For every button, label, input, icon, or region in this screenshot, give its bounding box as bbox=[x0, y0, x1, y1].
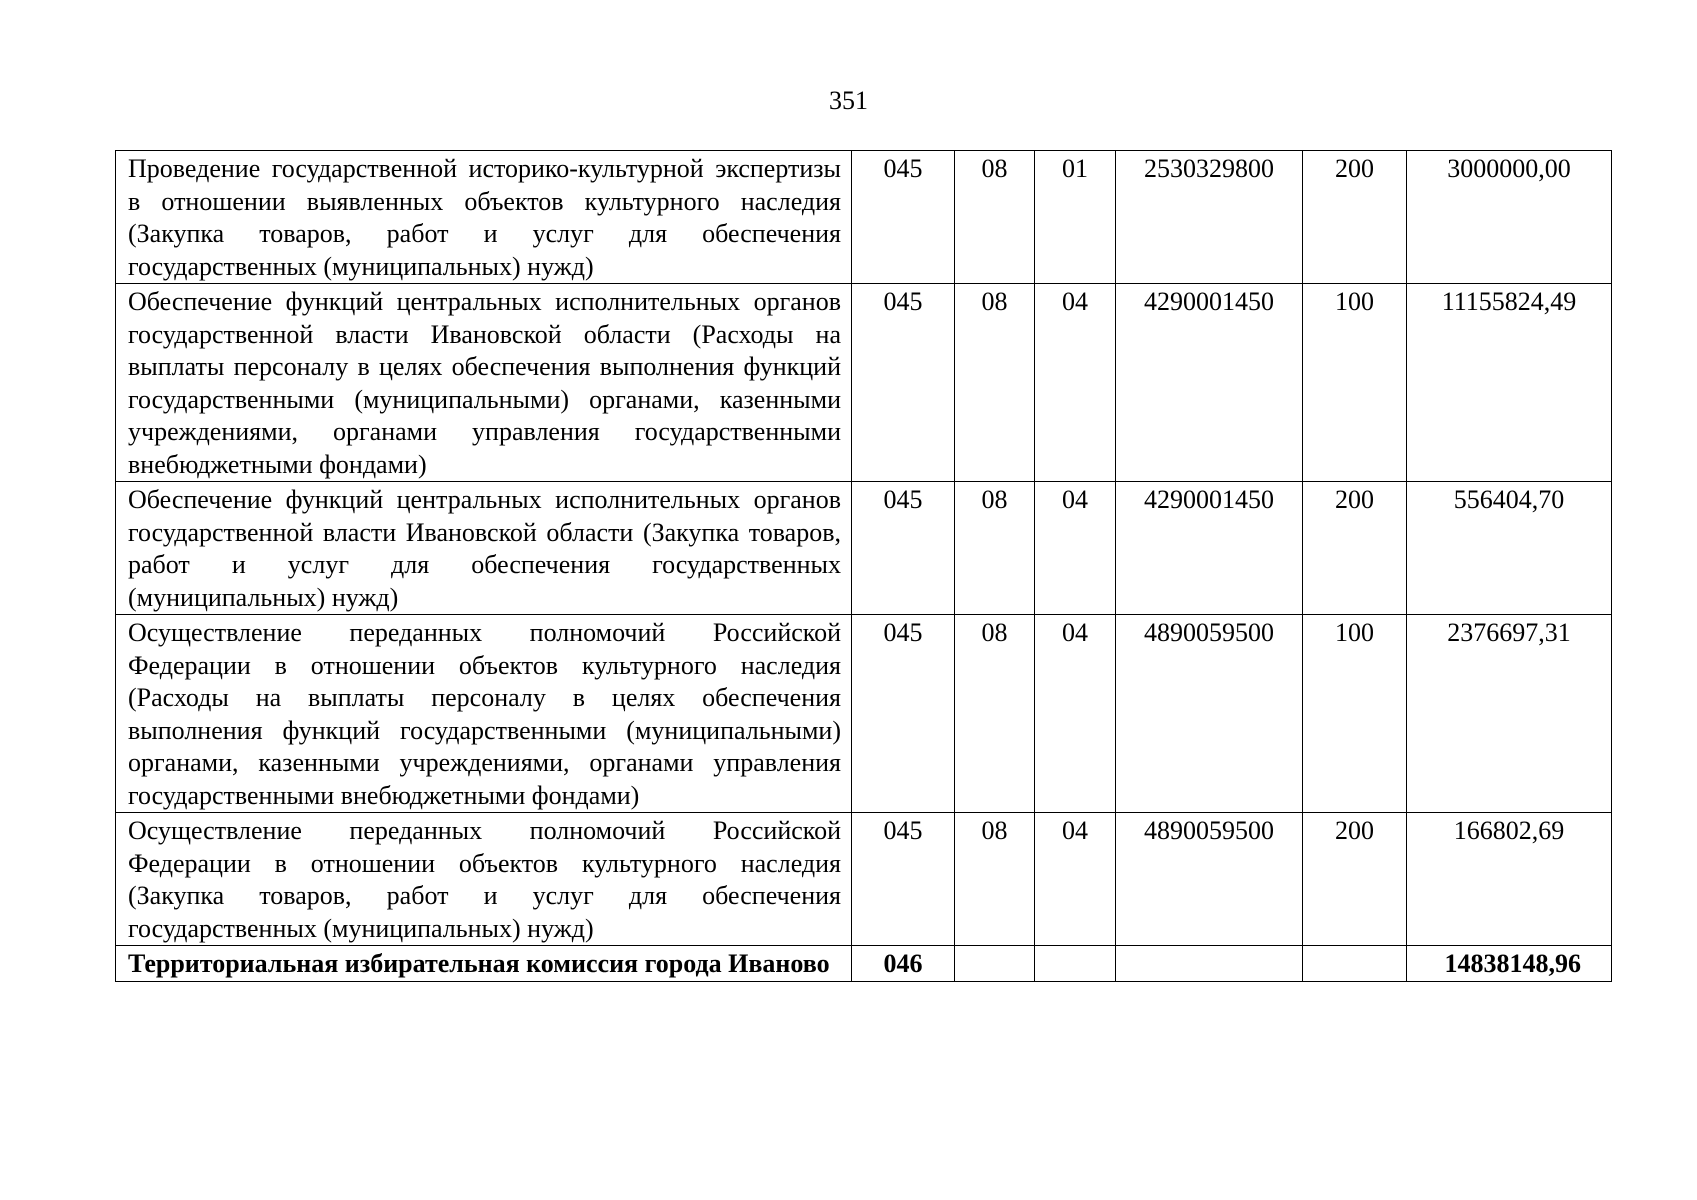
total-section-code bbox=[955, 946, 1035, 982]
ministry-code: 045 bbox=[852, 482, 955, 615]
ministry-code: 045 bbox=[852, 813, 955, 946]
table-row bbox=[116, 151, 1612, 284]
total-amount-value: 14838148,96 bbox=[1407, 946, 1612, 982]
expense-type-code: 100 bbox=[1303, 615, 1407, 813]
subsection-code: 01 bbox=[1035, 151, 1116, 284]
table-row bbox=[116, 813, 1612, 946]
total-description: Территориальная избирательная комиссия города Иваново bbox=[116, 946, 852, 982]
row-description: Осуществление переданных полномочий Российской Федерации в отношении объектов культурного наследия (Закупка товаров, работ и услуг для обеспечения государственных (муниципальных) нужд) bbox=[116, 813, 852, 946]
expense-type-code: 100 bbox=[1303, 284, 1407, 482]
subsection-code: 04 bbox=[1035, 615, 1116, 813]
total-row bbox=[116, 946, 1612, 982]
expense-type-code: 200 bbox=[1303, 813, 1407, 946]
ministry-code: 045 bbox=[852, 284, 955, 482]
target-article-code: 4890059500 bbox=[1116, 813, 1303, 946]
target-article-code: 4890059500 bbox=[1116, 615, 1303, 813]
row-description: Обеспечение функций центральных исполнительных органов государственной власти Ивановской области (Расходы на выплаты персоналу в целях обеспечения выполнения функций государственными (муниципальными) органами, казенными учреждениями, органами управления государственными внебюджетными фондами) bbox=[116, 284, 852, 482]
amount-value: 11155824,49 bbox=[1407, 284, 1612, 482]
section-code: 08 bbox=[955, 284, 1035, 482]
table-row bbox=[116, 615, 1612, 813]
row-description: Проведение государственной историко-культурной экспертизы в отношении выявленных объектов культурного наследия (Закупка товаров, работ и услуг для обеспечения государственных (муниципальных) нужд) bbox=[116, 151, 852, 284]
total-subsection-code bbox=[1035, 946, 1116, 982]
table-row bbox=[116, 284, 1612, 482]
amount-value: 3000000,00 bbox=[1407, 151, 1612, 284]
total-target-article-code bbox=[1116, 946, 1303, 982]
target-article-code: 4290001450 bbox=[1116, 284, 1303, 482]
section-code: 08 bbox=[955, 615, 1035, 813]
budget-table bbox=[115, 150, 1612, 982]
ministry-code: 045 bbox=[852, 615, 955, 813]
expense-type-code: 200 bbox=[1303, 151, 1407, 284]
section-code: 08 bbox=[955, 151, 1035, 284]
row-description: Осуществление переданных полномочий Российской Федерации в отношении объектов культурного наследия (Расходы на выплаты персоналу в целях обеспечения выполнения функций государственными (муниципальными) органами, казенными учреждениями, органами управления государственными внебюджетными фондами) bbox=[116, 615, 852, 813]
table-row bbox=[116, 482, 1612, 615]
section-code: 08 bbox=[955, 482, 1035, 615]
total-expense-type-code bbox=[1303, 946, 1407, 982]
target-article-code: 2530329800 bbox=[1116, 151, 1303, 284]
section-code: 08 bbox=[955, 813, 1035, 946]
total-ministry-code: 046 bbox=[852, 946, 955, 982]
amount-value: 556404,70 bbox=[1407, 482, 1612, 615]
amount-value: 166802,69 bbox=[1407, 813, 1612, 946]
subsection-code: 04 bbox=[1035, 482, 1116, 615]
target-article-code: 4290001450 bbox=[1116, 482, 1303, 615]
expense-type-code: 200 bbox=[1303, 482, 1407, 615]
subsection-code: 04 bbox=[1035, 813, 1116, 946]
page-number: 351 bbox=[829, 86, 868, 115]
amount-value: 2376697,31 bbox=[1407, 615, 1612, 813]
subsection-code: 04 bbox=[1035, 284, 1116, 482]
row-description: Обеспечение функций центральных исполнительных органов государственной власти Ивановской области (Закупка товаров, работ и услуг для обеспечения государственных (муниципальных) нужд) bbox=[116, 482, 852, 615]
ministry-code: 045 bbox=[852, 151, 955, 284]
